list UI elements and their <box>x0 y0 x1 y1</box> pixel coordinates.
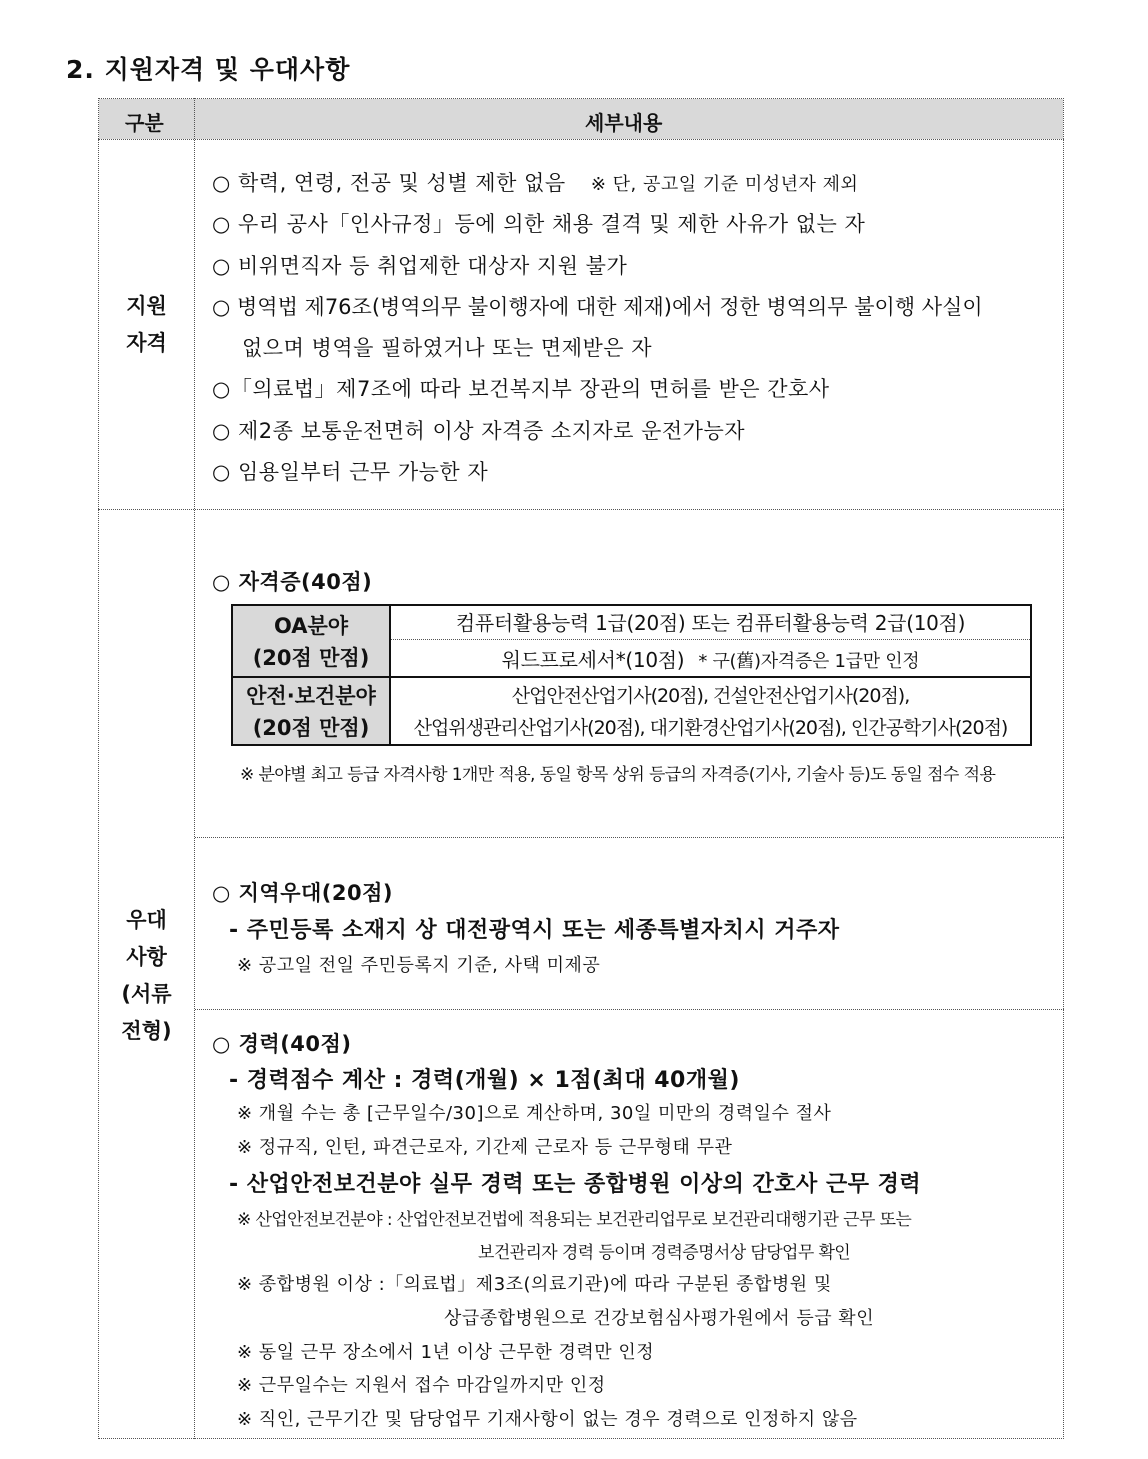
eligibility-item: 없으며 병역을 필하였거나 또는 면제받은 자 <box>242 336 653 360</box>
eligibility-item: ○「의료법」제7조에 따라 보건복지부 장관의 면허를 받은 간호사 <box>212 377 830 401</box>
oa-row-2 <box>391 640 1030 678</box>
preference-label-line: 사항 <box>126 945 167 969</box>
safety-category <box>233 678 391 744</box>
eligibility-item-text: ○ 학력, 연령, 전공 및 성별 제한 없음 <box>212 171 566 195</box>
preference-label-line: 우대 <box>126 908 167 932</box>
region-heading: ○ 지역우대(20점) <box>212 881 393 905</box>
career-note: ※ 산업안전보건분야 : 산업안전보건법에 적용되는 보건관리업무로 보건관리대행기관 근무 또는 <box>237 1210 912 1230</box>
eligibility-item: ○ 우리 공사「인사규정」등에 의한 채용 결격 및 제한 사유가 없는 자 <box>212 212 866 236</box>
safety-category-line: 안전·보건분야 <box>246 684 376 708</box>
preference-label <box>99 902 194 1050</box>
safety-category-line: (20점 만점) <box>252 716 370 740</box>
license-note: ※ 분야별 최고 등급 자격사항 1개만 적용, 동일 항목 상위 등급의 자격증(기사, 기술사 등)도 동일 점수 적용 <box>240 765 996 785</box>
eligibility-label-line: 자격 <box>126 331 167 355</box>
subrow-divider <box>195 837 1064 838</box>
oa-row-2-note: * 구(舊)자격증은 1급만 인정 <box>698 651 920 672</box>
eligibility-label <box>99 288 194 362</box>
header-category: 구분 <box>125 111 164 135</box>
career-line: - 경력점수 계산 : 경력(개월) × 1점(최대 40개월) <box>229 1068 740 1093</box>
column-divider <box>194 98 195 1439</box>
career-heading: ○ 경력(40점) <box>212 1032 352 1056</box>
preference-label-line: (서류 <box>121 982 172 1006</box>
oa-category <box>233 606 391 678</box>
eligibility-label-line: 지원 <box>126 294 167 318</box>
career-note: ※ 개월 수는 총 [근무일수/30]으로 계산하며, 30일 미만의 경력일수 절사 <box>237 1103 832 1124</box>
safety-line: 산업안전산업기사(20점), 건설안전산업기사(20점), <box>511 685 910 707</box>
oa-row-1: 컴퓨터활용능력 1급(20점) 또는 컴퓨터활용능력 2급(10점) <box>391 606 1030 640</box>
career-note: ※ 직인, 근무기간 및 담당업무 기재사항이 없는 경우 경력으로 인정하지 않음 <box>237 1409 858 1430</box>
license-table <box>231 604 1032 746</box>
subrow-divider <box>195 1009 1064 1010</box>
career-note: ※ 정규직, 인턴, 파견근로자, 기간제 근로자 등 근무형태 무관 <box>237 1137 733 1158</box>
header-divider <box>98 139 1064 140</box>
eligibility-item: ○ 비위면직자 등 취업제한 대상자 지원 불가 <box>212 254 628 278</box>
career-note: ※ 동일 근무 장소에서 1년 이상 근무한 경력만 인정 <box>237 1342 655 1363</box>
license-heading: ○ 자격증(40점) <box>212 570 373 594</box>
career-note: 보건관리자 경력 등이며 경력증명서상 담당업무 확인 <box>478 1243 851 1263</box>
career-note: ※ 근무일수는 지원서 접수 마감일까지만 인정 <box>237 1375 606 1396</box>
safety-items <box>391 678 1030 744</box>
oa-category-line: (20점 만점) <box>252 646 370 670</box>
oa-row-2-main: 워드프로세서*(10점) <box>501 648 685 672</box>
section-title: 2. 지원자격 및 우대사항 <box>66 55 351 84</box>
region-line: - 주민등록 소재지 상 대전광역시 또는 세종특별자치시 거주자 <box>229 918 840 943</box>
safety-line: 산업위생관리산업기사(20점), 대기환경산업기사(20점), 인간공학기사(20점) <box>413 717 1008 739</box>
region-note: ※ 공고일 전일 주민등록지 기준, 사택 미제공 <box>237 955 601 976</box>
header-details: 세부내용 <box>585 111 663 135</box>
eligibility-item-note: ※ 단, 공고일 기준 미성년자 제외 <box>590 174 859 195</box>
eligibility-item: ○ 임용일부터 근무 가능한 자 <box>212 460 489 484</box>
eligibility-item: ○ 제2종 보통운전면허 이상 자격증 소지자로 운전가능자 <box>212 419 746 443</box>
career-note: 상급종합병원으로 건강보험심사평가원에서 등급 확인 <box>444 1308 875 1329</box>
career-note: ※ 종합병원 이상 :「의료법」제3조(의료기관)에 따라 구분된 종합병원 및 <box>237 1274 832 1295</box>
preference-label-line: 전형) <box>121 1019 172 1043</box>
eligibility-item <box>212 167 858 197</box>
row-divider <box>98 509 1064 510</box>
oa-category-line: OA분야 <box>273 614 349 638</box>
career-line: - 산업안전보건분야 실무 경력 또는 종합병원 이상의 간호사 근무 경력 <box>229 1172 922 1197</box>
eligibility-item: ○ 병역법 제76조(병역의무 불이행자에 대한 제재)에서 정한 병역의무 불이행 사실이 <box>212 295 983 319</box>
